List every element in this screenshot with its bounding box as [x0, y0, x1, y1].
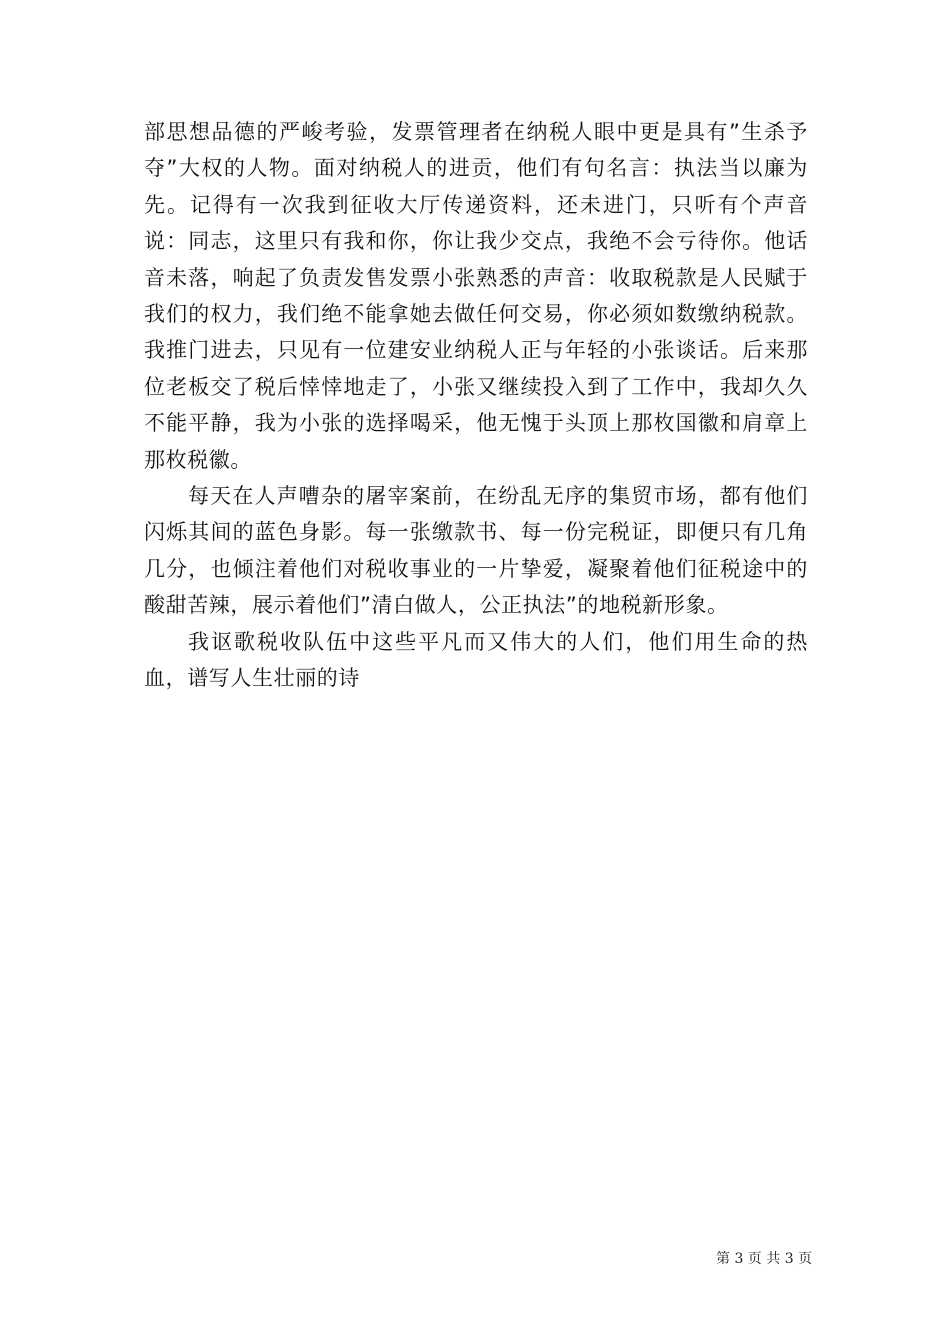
paragraph-2: 每天在人声嘈杂的屠宰案前，在纷乱无序的集贸市场，都有他们闪烁其间的蓝色身影。每一张缴款书、每一份完税证，即便只有几角几分，也倾注着他们对税收事业的一片挚爱，凝聚着他们征税途中的酸甜苦辣，展示着他们”清白做人，公正执法”的地税新形象。	[144, 484, 808, 618]
document-body	[144, 114, 808, 697]
page-number-footer: 第 3 页 共 3 页	[716, 1251, 813, 1267]
paragraph-3: 我讴歌税收队伍中这些平凡而又伟大的人们，他们用生命的热血，谱写人生壮丽的诗	[144, 629, 808, 691]
paragraph-1: 部思想品德的严峻考验，发票管理者在纳税人眼中更是具有”生杀予夺”大权的人物。面对纳税人的进贡，他们有句名言：执法当以廉为先。记得有一次我到征收大厅传递资料，还未进门，只听有个声音说：同志，这里只有我和你，你让我少交点，我绝不会亏待你。他话音未落，响起了负责发售发票小张熟悉的声音：收取税款是人民赋于我们的权力，我们绝不能拿她去做任何交易，你必须如数缴纳税款。我推门进去，只见有一位建安业纳税人正与年轻的小张谈话。后来那位老板交了税后悻悻地走了，小张又继续投入到了工作中，我却久久不能平静，我为小张的选择喝采，他无愧于头顶上那枚国徽和肩章上那枚税徽。	[144, 120, 808, 472]
